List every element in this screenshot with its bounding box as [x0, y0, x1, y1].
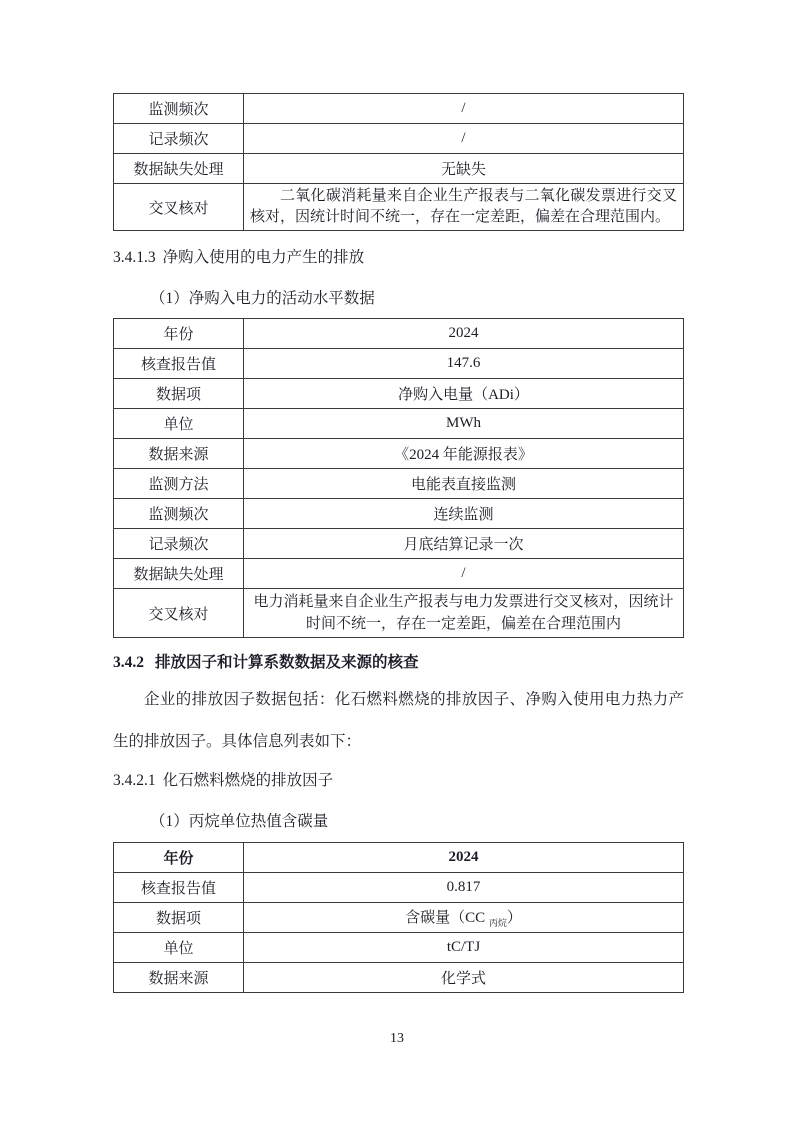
table-row [114, 529, 684, 559]
row-value: 147.6 [244, 349, 684, 379]
row-label: 核查报告值 [114, 349, 244, 379]
page-number: 13 [390, 1031, 404, 1046]
table-row [114, 319, 684, 349]
section-number: 3.4.2 [113, 654, 144, 671]
row-value: MWh [244, 409, 684, 439]
row-label: 数据项 [114, 903, 244, 933]
table-row [114, 873, 684, 903]
row-label: 数据项 [114, 379, 244, 409]
row-label: 数据缺失处理 [114, 154, 244, 184]
row-label: 年份 [114, 843, 244, 873]
table-row [114, 439, 684, 469]
table-row [114, 124, 684, 154]
section-number: 3.4.1.3 [113, 249, 156, 266]
row-label: 数据来源 [114, 963, 244, 993]
row-label: 单位 [114, 933, 244, 963]
page-content [113, 93, 684, 993]
table-row [114, 379, 684, 409]
row-label: 单位 [114, 409, 244, 439]
row-value: / [244, 94, 684, 124]
row-value: / [244, 124, 684, 154]
row-value: 净购入电量（ADi） [244, 379, 684, 409]
table-row [114, 409, 684, 439]
row-value: 电能表直接监测 [244, 469, 684, 499]
table-row [114, 154, 684, 184]
table-row [114, 499, 684, 529]
table-row [114, 94, 684, 124]
row-value: 《2024 年能源报表》 [244, 439, 684, 469]
row-value: 0.817 [244, 873, 684, 903]
row-label: 监测频次 [114, 94, 244, 124]
co2-data-table-tail [113, 93, 684, 231]
electricity-activity-table [113, 318, 684, 638]
row-value: 化学式 [244, 963, 684, 993]
section-title: 排放因子和计算系数数据及来源的核查 [155, 654, 419, 671]
row-value: 二氧化碳消耗量来自企业生产报表与二氧化碳发票进行交叉核对，因统计时间不统一，存在一定差距，偏差在合理范围内。 [244, 184, 684, 231]
row-label: 监测方法 [114, 469, 244, 499]
row-value: 连续监测 [244, 499, 684, 529]
row-value: 2024 [244, 843, 684, 873]
table-row [114, 843, 684, 873]
table-row [114, 963, 684, 993]
row-value: 无缺失 [244, 154, 684, 184]
cc-subscript: 丙烷 [488, 918, 507, 928]
section-title: 化石燃料燃烧的排放因子 [162, 772, 334, 789]
table-row [114, 469, 684, 499]
row-value: 2024 [244, 319, 684, 349]
row-label: 交叉核对 [114, 589, 244, 638]
row-label: 记录频次 [114, 529, 244, 559]
table-row [114, 349, 684, 379]
row-label: 年份 [114, 319, 244, 349]
row-value: / [244, 559, 684, 589]
section-heading-3.4.2.1 [113, 771, 684, 791]
subheading-propane-carbon-content: （1）丙烷单位热值含碳量 [150, 813, 329, 830]
subheading-electricity-activity-data: （1）净购入电力的活动水平数据 [150, 290, 375, 307]
row-label: 数据缺失处理 [114, 559, 244, 589]
table-row [114, 184, 684, 231]
row-value: 月底结算记录一次 [244, 529, 684, 559]
table-row [114, 933, 684, 963]
section-title: 净购入使用的电力产生的排放 [162, 249, 365, 266]
section-heading-3.4.2 [113, 653, 684, 673]
section-number: 3.4.2.1 [113, 772, 156, 789]
cc-value-prefix: 含碳量（CC [405, 910, 486, 926]
table-row [114, 903, 684, 933]
row-value [244, 903, 684, 933]
row-value: tC/TJ [244, 933, 684, 963]
table-row [114, 559, 684, 589]
row-label: 数据来源 [114, 439, 244, 469]
table-row [114, 589, 684, 638]
row-value: 电力消耗量来自企业生产报表与电力发票进行交叉核对，因统计时间不统一，存在一定差距，偏差在合理范围内 [244, 589, 684, 638]
row-label: 监测频次 [114, 499, 244, 529]
row-label: 交叉核对 [114, 184, 244, 231]
cc-value-suffix: ） [506, 910, 522, 926]
section-heading-3.4.1.3 [113, 248, 684, 268]
emission-factor-paragraph: 企业的排放因子数据包括：化石燃料燃烧的排放因子、净购入使用电力热力产生的排放因子。具体信息列表如下： [113, 691, 684, 750]
row-label: 记录频次 [114, 124, 244, 154]
propane-carbon-table [113, 842, 684, 993]
row-label: 核查报告值 [114, 873, 244, 903]
